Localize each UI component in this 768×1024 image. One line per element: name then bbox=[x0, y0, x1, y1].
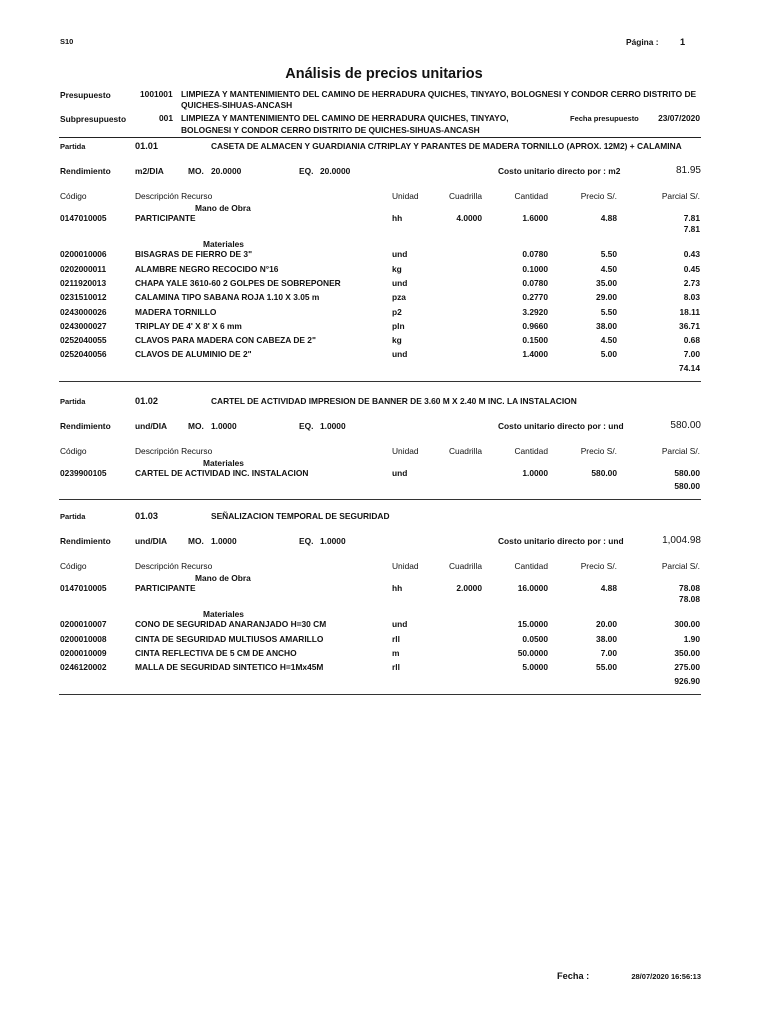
presupuesto-desc-2: QUICHES-SIHUAS-ANCASH bbox=[181, 100, 293, 110]
resource-desc: CARTEL DE ACTIVIDAD INC. INSTALACION bbox=[135, 468, 309, 478]
col-cuadrilla: Cuadrilla bbox=[448, 446, 482, 456]
section-mano-de-obra: Mano de Obra bbox=[195, 203, 251, 213]
resource-desc: ALAMBRE NEGRO RECOCIDO N°16 bbox=[135, 263, 279, 274]
resource-precio: 7.00 bbox=[600, 647, 617, 658]
resource-cantidad: 0.2770 bbox=[522, 292, 548, 303]
resource-precio: 4.50 bbox=[600, 335, 617, 346]
partida-label: Partida bbox=[60, 512, 86, 521]
resource-code: 0200010006 bbox=[60, 249, 107, 260]
resource-desc: CALAMINA TIPO SABANA ROJA 1.10 X 3.05 m bbox=[135, 292, 320, 303]
resource-parcial: 350.00 bbox=[674, 647, 700, 658]
resource-parcial: 0.45 bbox=[683, 263, 700, 274]
materiales-subtotal: 74.14 bbox=[679, 362, 700, 373]
resource-unit: hh bbox=[392, 213, 403, 223]
col-parcial: Parcial S/. bbox=[661, 191, 700, 201]
presupuesto-label: Presupuesto bbox=[60, 90, 111, 100]
col-codigo: Código bbox=[60, 561, 87, 571]
rendimiento-label: Rendimiento bbox=[60, 421, 111, 431]
resource-code: 0243000026 bbox=[60, 306, 107, 317]
resource-code: 0239900105 bbox=[60, 468, 107, 478]
resource-unit: und bbox=[392, 619, 408, 630]
partida-desc: CASETA DE ALMACEN Y GUARDIANIA C/TRIPLAY Y PARANTES DE MADERA TORNILLO (APROX. 12M2) + CALAMINA bbox=[211, 141, 682, 151]
resource-desc: MADERA TORNILLO bbox=[135, 306, 217, 317]
resource-unit: und bbox=[392, 277, 408, 288]
resource-precio: 20.00 bbox=[596, 619, 617, 630]
materiales-subtotal: 580.00 bbox=[674, 481, 700, 492]
resource-precio: 55.00 bbox=[596, 662, 617, 673]
resource-unit: und bbox=[392, 468, 408, 478]
mo-label: MO. bbox=[188, 536, 204, 546]
col-parcial: Parcial S/. bbox=[661, 561, 700, 571]
col-codigo: Código bbox=[60, 446, 87, 456]
resource-parcial: 7.81 bbox=[683, 213, 700, 223]
partida-code: 01.03 bbox=[135, 511, 158, 521]
eq-value: 20.0000 bbox=[320, 166, 351, 176]
resource-code: 0243000027 bbox=[60, 320, 107, 331]
col-precio: Precio S/. bbox=[580, 561, 617, 571]
col-codigo: Código bbox=[60, 191, 87, 201]
resource-code: 0200010007 bbox=[60, 619, 107, 630]
resource-desc: PARTICIPANTE bbox=[135, 583, 196, 593]
partida-desc: CARTEL DE ACTIVIDAD IMPRESION DE BANNER DE 3.60 M X 2.40 M INC. LA INSTALACION bbox=[211, 396, 577, 406]
col-cantidad: Cantidad bbox=[514, 191, 548, 201]
resource-unit: und bbox=[392, 349, 408, 360]
resource-code: 0231510012 bbox=[60, 292, 107, 303]
col-cantidad: Cantidad bbox=[514, 446, 548, 456]
resource-precio: 38.00 bbox=[596, 633, 617, 644]
col-unidad: Unidad bbox=[392, 446, 419, 456]
resource-code: 0211920013 bbox=[60, 277, 107, 288]
resource-desc: MALLA DE SEGURIDAD SINTETICO H=1Mx45M bbox=[135, 662, 324, 673]
partida-divider bbox=[59, 499, 701, 500]
rendimiento-unit: und/DIA bbox=[135, 421, 168, 431]
resource-parcial: 8.03 bbox=[683, 292, 700, 303]
costo-unitario-label: Costo unitario directo por : m2 bbox=[498, 166, 621, 176]
resource-cantidad: 0.1500 bbox=[522, 335, 548, 346]
col-precio: Precio S/. bbox=[580, 191, 617, 201]
col-unidad: Unidad bbox=[392, 561, 419, 571]
resource-cantidad: 15.0000 bbox=[517, 619, 548, 630]
resource-precio: 4.88 bbox=[600, 213, 617, 223]
partida-label: Partida bbox=[60, 397, 86, 406]
partida-desc: SEÑALIZACION TEMPORAL DE SEGURIDAD bbox=[211, 511, 390, 521]
resource-code: 0252040055 bbox=[60, 335, 107, 346]
eq-value: 1.0000 bbox=[320, 536, 346, 546]
resource-unit: rll bbox=[392, 662, 400, 673]
resource-code: 0252040056 bbox=[60, 349, 107, 360]
resource-code: 0202000011 bbox=[60, 263, 107, 274]
eq-value: 1.0000 bbox=[320, 421, 346, 431]
costo-unitario-value: 81.95 bbox=[675, 165, 701, 176]
section-materiales: Materiales bbox=[203, 458, 244, 468]
mano-obra-subtotal: 78.08 bbox=[679, 594, 700, 605]
resource-precio: 4.88 bbox=[600, 583, 617, 593]
mo-value: 1.0000 bbox=[211, 536, 237, 546]
resource-precio: 580.00 bbox=[591, 468, 617, 478]
rendimiento-label: Rendimiento bbox=[60, 166, 111, 176]
system-id: S10 bbox=[60, 37, 74, 46]
resource-desc: CHAPA YALE 3610-60 2 GOLPES DE SOBREPONER bbox=[135, 277, 341, 288]
resource-precio: 5.50 bbox=[600, 249, 617, 260]
resource-parcial: 0.43 bbox=[683, 249, 700, 260]
resource-cantidad: 50.0000 bbox=[517, 647, 548, 658]
resource-desc: CLAVOS PARA MADERA CON CABEZA DE 2" bbox=[135, 335, 316, 346]
eq-label: EQ. bbox=[299, 536, 314, 546]
resource-cantidad: 0.1000 bbox=[522, 263, 548, 274]
partida-code: 01.02 bbox=[135, 396, 158, 406]
resource-precio: 4.50 bbox=[600, 263, 617, 274]
resource-cantidad: 0.0780 bbox=[522, 277, 548, 288]
resource-parcial: 580.00 bbox=[674, 468, 700, 478]
resource-unit: m bbox=[392, 647, 400, 658]
resource-unit: p2 bbox=[392, 306, 402, 317]
page-title: Análisis de precios unitarios bbox=[285, 66, 483, 82]
col-cuadrilla: Cuadrilla bbox=[448, 191, 482, 201]
costo-unitario-value: 1,004.98 bbox=[662, 535, 701, 546]
resource-desc: CLAVOS DE ALUMINIO DE 2" bbox=[135, 349, 252, 360]
resource-parcial: 300.00 bbox=[674, 619, 700, 630]
resource-code: 0200010008 bbox=[60, 633, 107, 644]
subpresupuesto-code: 001 bbox=[159, 113, 173, 123]
resource-parcial: 1.90 bbox=[683, 633, 700, 644]
rendimiento-label: Rendimiento bbox=[60, 536, 111, 546]
page-label: Página : bbox=[626, 37, 659, 47]
resource-unit: kg bbox=[392, 335, 402, 346]
resource-parcial: 0.68 bbox=[683, 335, 700, 346]
resource-cantidad: 5.0000 bbox=[522, 662, 548, 673]
resource-desc: BISAGRAS DE FIERRO DE 3" bbox=[135, 249, 253, 260]
resource-desc: PARTICIPANTE bbox=[135, 213, 196, 223]
subpresupuesto-desc-2: BOLOGNESI Y CONDOR CERRO DISTRITO DE QUICHES-SIHUAS-ANCASH bbox=[181, 125, 480, 135]
col-descripcion: Descripción Recurso bbox=[135, 191, 213, 201]
costo-unitario-label: Costo unitario directo por : und bbox=[498, 421, 624, 431]
mo-value: 20.0000 bbox=[211, 166, 242, 176]
rendimiento-unit: und/DIA bbox=[135, 536, 168, 546]
section-materiales: Materiales bbox=[203, 239, 244, 250]
col-parcial: Parcial S/. bbox=[661, 446, 700, 456]
rendimiento-unit: m2/DIA bbox=[135, 166, 164, 176]
resource-parcial: 2.73 bbox=[683, 277, 700, 288]
col-descripcion: Descripción Recurso bbox=[135, 446, 213, 456]
resource-precio: 5.00 bbox=[600, 349, 617, 360]
col-descripcion: Descripción Recurso bbox=[135, 561, 213, 571]
resource-desc: TRIPLAY DE 4' X 8' X 6 mm bbox=[135, 320, 242, 331]
footer-fecha-value: 28/07/2020 16:56:13 bbox=[631, 972, 701, 981]
resource-cantidad: 0.9660 bbox=[522, 320, 548, 331]
resource-unit: und bbox=[392, 249, 408, 260]
resource-code: 0147010005 bbox=[60, 583, 107, 593]
resource-unit: kg bbox=[392, 263, 402, 274]
page-number: 1 bbox=[680, 37, 686, 47]
col-cuadrilla: Cuadrilla bbox=[448, 561, 482, 571]
costo-unitario-value: 580.00 bbox=[670, 420, 701, 431]
subpresupuesto-desc: LIMPIEZA Y MANTENIMIENTO DEL CAMINO DE HERRADURA QUICHES, TINYAYO, bbox=[181, 113, 509, 123]
eq-label: EQ. bbox=[299, 166, 314, 176]
presupuesto-code: 1001001 bbox=[140, 89, 173, 99]
resource-cantidad: 3.2920 bbox=[522, 306, 548, 317]
resource-cantidad: 1.6000 bbox=[522, 213, 548, 223]
resource-desc: CONO DE SEGURIDAD ANARANJADO H=30 CM bbox=[135, 619, 327, 630]
resource-cantidad: 1.4000 bbox=[522, 349, 548, 360]
resource-precio: 38.00 bbox=[596, 320, 617, 331]
resource-precio: 29.00 bbox=[596, 292, 617, 303]
resource-cuadrilla: 4.0000 bbox=[456, 213, 482, 223]
resource-unit: hh bbox=[392, 583, 403, 593]
resource-desc: CINTA DE SEGURIDAD MULTIUSOS AMARILLO bbox=[135, 633, 324, 644]
mo-label: MO. bbox=[188, 421, 204, 431]
partida-label: Partida bbox=[60, 142, 86, 151]
partida-divider bbox=[59, 381, 701, 382]
fecha-presupuesto-label: Fecha presupuesto bbox=[570, 114, 639, 123]
partida-divider bbox=[59, 694, 701, 695]
resource-desc: CINTA REFLECTIVA DE 5 CM DE ANCHO bbox=[135, 647, 297, 658]
mano-obra-subtotal: 7.81 bbox=[683, 224, 700, 235]
resource-parcial: 18.11 bbox=[679, 306, 700, 317]
col-cantidad: Cantidad bbox=[514, 561, 548, 571]
section-materiales: Materiales bbox=[203, 609, 244, 620]
section-mano-de-obra: Mano de Obra bbox=[195, 573, 251, 583]
resource-precio: 35.00 bbox=[596, 277, 617, 288]
resource-precio: 5.50 bbox=[600, 306, 617, 317]
resource-parcial: 78.08 bbox=[679, 583, 700, 593]
resource-cantidad: 1.0000 bbox=[522, 468, 548, 478]
header-divider bbox=[59, 137, 701, 138]
resource-parcial: 275.00 bbox=[674, 662, 700, 673]
mo-label: MO. bbox=[188, 166, 204, 176]
col-precio: Precio S/. bbox=[580, 446, 617, 456]
mo-value: 1.0000 bbox=[211, 421, 237, 431]
col-unidad: Unidad bbox=[392, 191, 419, 201]
resource-cantidad: 0.0780 bbox=[522, 249, 548, 260]
eq-label: EQ. bbox=[299, 421, 314, 431]
costo-unitario-label: Costo unitario directo por : und bbox=[498, 536, 624, 546]
resource-code: 0246120002 bbox=[60, 662, 107, 673]
resource-cantidad: 16.0000 bbox=[517, 583, 548, 593]
resource-cantidad: 0.0500 bbox=[522, 633, 548, 644]
resource-unit: pln bbox=[392, 320, 405, 331]
footer-fecha-label: Fecha : bbox=[557, 971, 590, 981]
partida-code: 01.01 bbox=[135, 141, 158, 151]
fecha-presupuesto: 23/07/2020 bbox=[658, 113, 700, 123]
resource-unit: rll bbox=[392, 633, 400, 644]
resource-cuadrilla: 2.0000 bbox=[456, 583, 482, 593]
resource-parcial: 36.71 bbox=[679, 320, 700, 331]
resource-unit: pza bbox=[392, 292, 406, 303]
resource-code: 0147010005 bbox=[60, 213, 107, 223]
materiales-subtotal: 926.90 bbox=[674, 675, 700, 686]
presupuesto-desc: LIMPIEZA Y MANTENIMIENTO DEL CAMINO DE HERRADURA QUICHES, TINYAYO, BOLOGNESI Y CONDOR CERRO DISTRITO DE bbox=[181, 89, 697, 99]
subpresupuesto-label: Subpresupuesto bbox=[60, 114, 127, 124]
resource-parcial: 7.00 bbox=[683, 349, 700, 360]
resource-code: 0200010009 bbox=[60, 647, 107, 658]
